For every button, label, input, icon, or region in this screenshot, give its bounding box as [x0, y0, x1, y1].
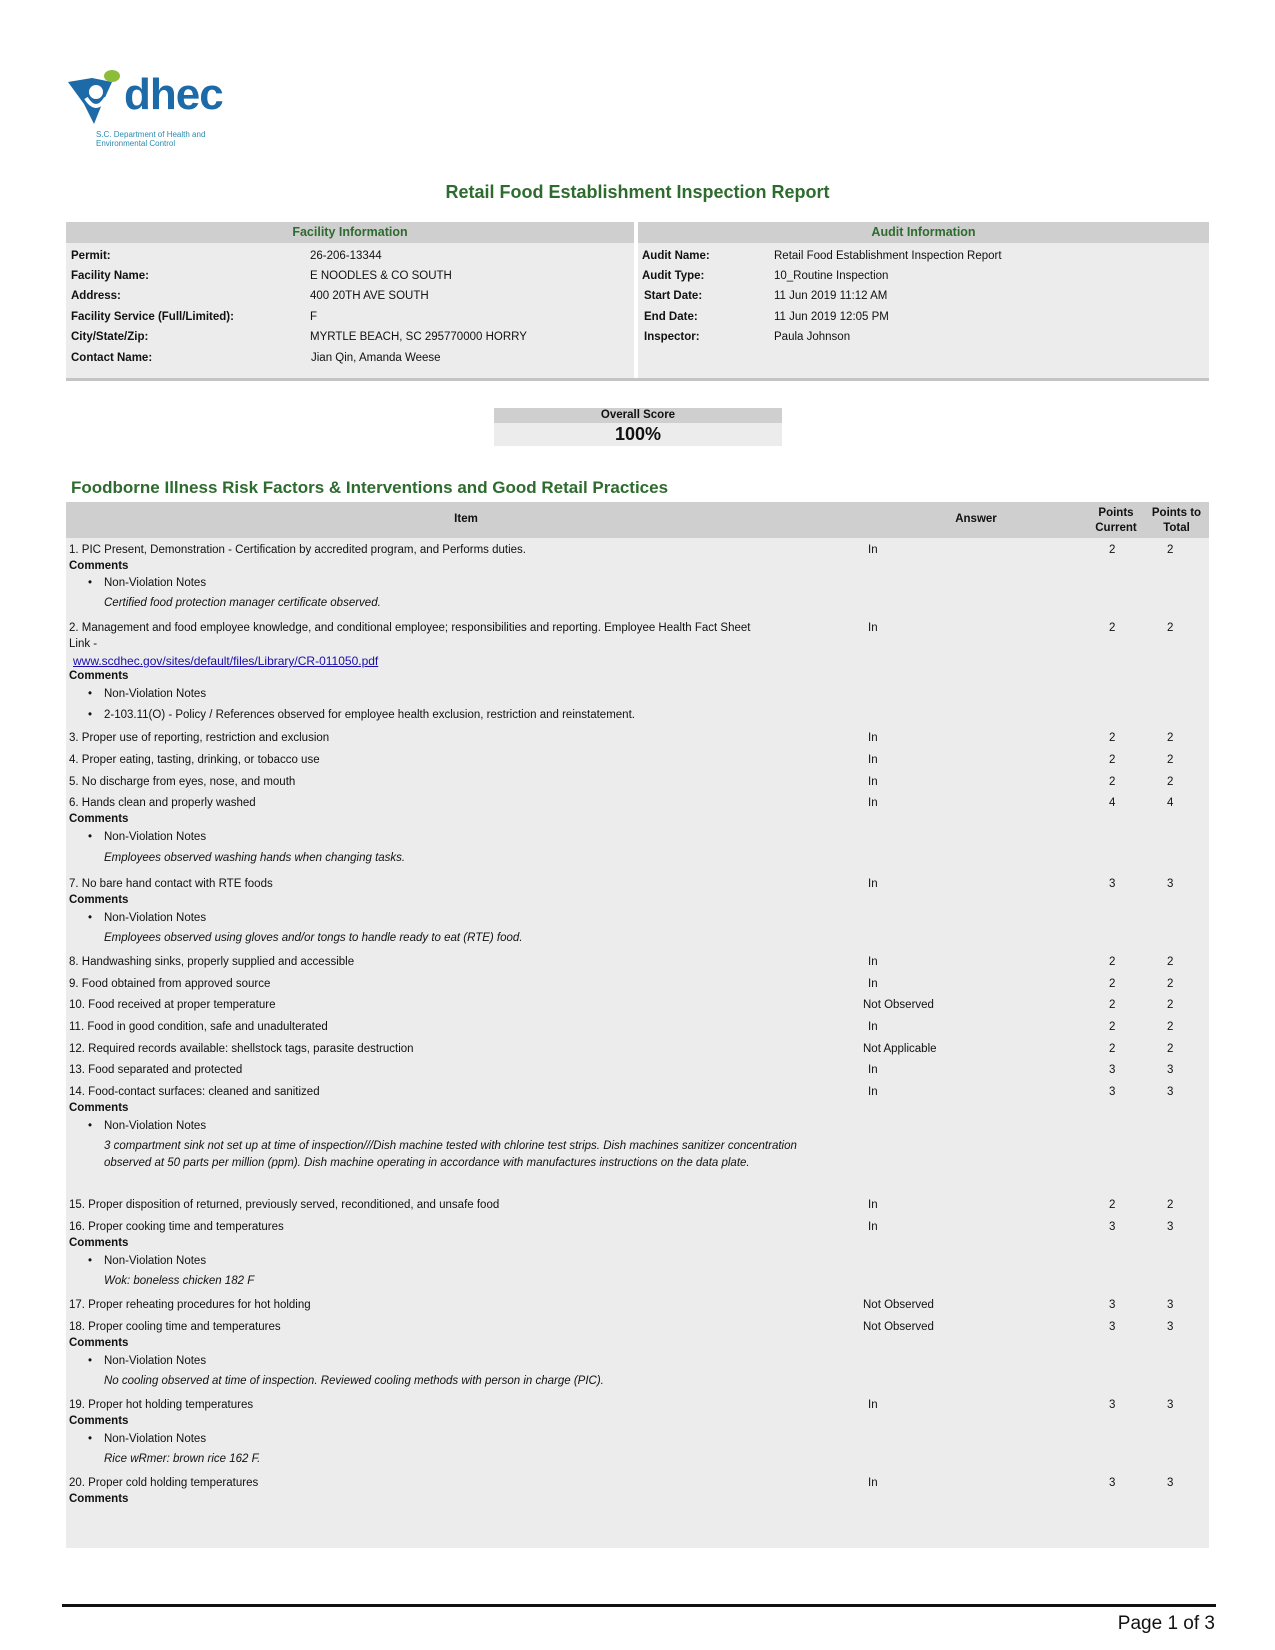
inspection-table — [66, 502, 1209, 1548]
col-answer: Answer — [955, 513, 997, 525]
item-points-current: 2 — [1109, 999, 1116, 1011]
item-text: 7. No bare hand contact with RTE foods — [69, 878, 273, 890]
audit-value: 11 Jun 2019 11:12 AM — [774, 290, 888, 302]
facility-value: 26-206-13344 — [310, 250, 382, 262]
item-points-total: 2 — [1167, 1021, 1174, 1033]
dhec-logo — [66, 68, 236, 158]
item-note: Employees observed washing hands when changing tasks. — [104, 852, 406, 864]
item-answer: In — [868, 1086, 878, 1098]
item-points-total: 3 — [1167, 1477, 1174, 1489]
bullet: • — [88, 688, 93, 700]
item-text: 15. Proper disposition of returned, previously served, reconditioned, and unsafe food — [69, 1199, 500, 1211]
item-points-total: 4 — [1167, 797, 1174, 809]
item-points-current: 2 — [1109, 732, 1116, 744]
item-points-current: 3 — [1109, 1299, 1116, 1311]
item-answer: In — [868, 1477, 878, 1489]
item-note: Rice wRmer: brown rice 162 F. — [104, 1453, 261, 1465]
overall-score — [494, 408, 782, 446]
col-points-total: Points to — [1151, 507, 1202, 519]
item-note: Certified food protection manager certificate observed. — [104, 597, 381, 609]
audit-label: Start Date: — [644, 290, 703, 302]
item-answer: In — [868, 797, 878, 809]
item-points-current: 2 — [1109, 754, 1116, 766]
comments-label: Comments — [69, 1493, 129, 1505]
facility-value: F — [310, 311, 318, 323]
item-answer: In — [868, 776, 878, 788]
comments-label: Comments — [69, 670, 129, 682]
bullet: • — [88, 1433, 93, 1445]
item-answer: In — [868, 1064, 878, 1076]
facility-label: Address: — [71, 290, 121, 302]
bullet: • — [88, 577, 93, 589]
item-points-current: 2 — [1109, 776, 1116, 788]
bullet: • — [88, 1355, 93, 1367]
item-points-current: 2 — [1109, 1199, 1116, 1211]
item-text: 4. Proper eating, tasting, drinking, or tobacco use — [69, 754, 320, 766]
audit-value: Paula Johnson — [774, 331, 851, 343]
col-item: Item — [454, 513, 478, 525]
item-points-total: 2 — [1167, 544, 1174, 556]
audit-label: Audit Type: — [642, 270, 705, 282]
comments-label: Comments — [69, 894, 129, 906]
item-answer: Not Observed — [863, 999, 934, 1011]
item-points-total: 3 — [1167, 1299, 1174, 1311]
item-answer: In — [868, 1399, 878, 1411]
facility-value: Jian Qin, Amanda Weese — [311, 352, 441, 364]
item-answer: In — [868, 978, 878, 990]
item-text: 5. No discharge from eyes, nose, and mouth — [69, 776, 296, 788]
item-text: 9. Food obtained from approved source — [69, 978, 271, 990]
bullet: • — [88, 1255, 93, 1267]
item-points-current: 2 — [1109, 1043, 1116, 1055]
audit-value: 10_Routine Inspection — [774, 270, 889, 282]
bullet: • — [88, 831, 93, 843]
comments-label: Comments — [69, 1337, 129, 1349]
item-note: 3 compartment sink not set up at time of inspection///Dish machine tested with chlorine test strips. Dish machines sanitizer concentration observed at 50 parts per million (ppm). Dish machine operating in accordance with manufactures instructions on the data plate. — [104, 1140, 797, 1169]
item-text: 2. Management and food employee knowledge, and conditional employee; responsibilities and reporting. Employee Health Fact Sheet — [69, 622, 751, 634]
non-violation-notes-label: Non-Violation Notes — [104, 1433, 207, 1445]
facility-info-header: Facility Information — [66, 222, 634, 243]
audit-value: Retail Food Establishment Inspection Report — [774, 250, 1002, 262]
non-violation-notes-label: Non-Violation Notes — [104, 577, 207, 589]
bullet: • — [88, 912, 93, 924]
item-answer: Not Observed — [863, 1299, 934, 1311]
item-text: 3. Proper use of reporting, restriction and exclusion — [69, 732, 330, 744]
comments-label: Comments — [69, 1102, 129, 1114]
facility-label: Permit: — [71, 250, 111, 262]
item-text: 13. Food separated and protected — [69, 1064, 243, 1076]
audit-label: Audit Name: — [642, 250, 710, 262]
table-header — [66, 502, 1209, 538]
item-points-total: 3 — [1167, 1086, 1174, 1098]
item-points-total: 3 — [1167, 1321, 1174, 1333]
comments-label: Comments — [69, 1237, 129, 1249]
item-points-current: 3 — [1109, 878, 1116, 890]
item-points-current: 2 — [1109, 956, 1116, 968]
item-answer: Not Applicable — [863, 1043, 937, 1055]
item-answer: In — [868, 1199, 878, 1211]
comments-label: Comments — [69, 560, 129, 572]
bullet: • — [88, 1120, 93, 1132]
non-violation-notes-label: Non-Violation Notes — [104, 912, 207, 924]
non-violation-notes-label: Non-Violation Notes — [104, 688, 207, 700]
non-violation-notes-label: Non-Violation Notes — [104, 1120, 207, 1132]
item-points-current: 3 — [1109, 1321, 1116, 1333]
item-text: 12. Required records available: shellstock tags, parasite destruction — [69, 1043, 414, 1055]
item-points-current: 3 — [1109, 1064, 1116, 1076]
item-text: 14. Food-contact surfaces: cleaned and sanitized — [69, 1086, 320, 1098]
facility-label: Contact Name: — [71, 352, 153, 364]
item-points-current: 3 — [1109, 1399, 1116, 1411]
comments-label: Comments — [69, 1415, 129, 1427]
employee-health-fact-sheet-link[interactable]: www.scdhec.gov/sites/default/files/Library/CR-011050.pdf — [73, 654, 379, 668]
item-points-total: 3 — [1167, 878, 1174, 890]
item-points-current: 4 — [1109, 797, 1116, 809]
item-answer: In — [868, 754, 878, 766]
facility-label: City/State/Zip: — [71, 331, 149, 343]
item-points-total: 2 — [1167, 956, 1174, 968]
item-points-total: 2 — [1167, 999, 1174, 1011]
non-violation-notes-label: Non-Violation Notes — [104, 1355, 207, 1367]
non-violation-notes-label: Non-Violation Notes — [104, 1255, 207, 1267]
item-points-total: 3 — [1167, 1221, 1174, 1233]
item-text: 18. Proper cooling time and temperatures — [69, 1321, 281, 1333]
item-answer: In — [868, 1021, 878, 1033]
facility-value: 400 20TH AVE SOUTH — [310, 290, 429, 302]
item-text: 1. PIC Present, Demonstration - Certification by accredited program, and Performs duties. — [69, 544, 527, 556]
item-answer: In — [868, 622, 878, 634]
item-points-current: 2 — [1109, 1021, 1116, 1033]
col-points-current: Current — [1095, 522, 1137, 534]
item-text: 11. Food in good condition, safe and unadulterated — [69, 1021, 328, 1033]
item-points-total: 2 — [1167, 732, 1174, 744]
item-points-total: 2 — [1167, 754, 1174, 766]
non-violation-notes-label: Non-Violation Notes — [104, 831, 207, 843]
item-answer: In — [868, 878, 878, 890]
item-points-current: 3 — [1109, 1086, 1116, 1098]
audit-info-header: Audit Information — [638, 222, 1209, 243]
item-points-total: 3 — [1167, 1399, 1174, 1411]
item-note: Employees observed using gloves and/or tongs to handle ready to eat (RTE) food. — [104, 932, 523, 944]
item-points-total: 2 — [1167, 1043, 1174, 1055]
footer-divider — [62, 1604, 1216, 1607]
item-points-total: 3 — [1167, 1064, 1174, 1076]
item-answer: Not Observed — [863, 1321, 934, 1333]
item-points-current: 3 — [1109, 1477, 1116, 1489]
item-answer: In — [868, 956, 878, 968]
item-text: 8. Handwashing sinks, properly supplied and accessible — [69, 956, 355, 968]
item-text: 6. Hands clean and properly washed — [69, 797, 256, 809]
comments-label: Comments — [69, 813, 129, 825]
section-title: Foodborne Illness Risk Factors & Interventions and Good Retail Practices — [71, 478, 669, 497]
audit-value: 11 Jun 2019 12:05 PM — [774, 311, 889, 323]
item-answer: In — [868, 732, 878, 744]
item-points-current: 2 — [1109, 622, 1116, 634]
item-note: No cooling observed at time of inspection. Reviewed cooling methods with person in charge (PIC). — [104, 1375, 604, 1387]
item-text: 10. Food received at proper temperature — [69, 999, 276, 1011]
item-answer: In — [868, 1221, 878, 1233]
item-text: 19. Proper hot holding temperatures — [69, 1399, 254, 1411]
item-points-total: 2 — [1167, 978, 1174, 990]
dhec-emblem-icon — [66, 68, 128, 132]
facility-value: E NOODLES & CO SOUTH — [310, 270, 452, 282]
item-text: 17. Proper reheating procedures for hot holding — [69, 1299, 311, 1311]
overall-score-value: 100% — [614, 424, 662, 444]
item-points-current: 2 — [1109, 544, 1116, 556]
facility-value: MYRTLE BEACH, SC 295770000 HORRY — [310, 331, 527, 343]
col-points-total: Total — [1163, 522, 1190, 534]
report-title: Retail Food Establishment Inspection Report — [445, 182, 830, 202]
facility-label: Facility Service (Full/Limited): — [71, 311, 234, 323]
audit-label: End Date: — [644, 311, 698, 323]
item-points-total: 2 — [1167, 622, 1174, 634]
logo-text: dhec — [124, 70, 223, 119]
page-number: Page 1 of 3 — [1117, 1613, 1215, 1634]
facility-label: Facility Name: — [71, 270, 149, 282]
item-note: Wok: boneless chicken 182 F — [104, 1275, 255, 1287]
logo-subtitle: S.C. Department of Health and Environmental Control — [96, 130, 206, 148]
item-text-cont: Link - — [69, 638, 98, 650]
item-points-current: 3 — [1109, 1221, 1116, 1233]
item-text: 16. Proper cooking time and temperatures — [69, 1221, 284, 1233]
item-note: 2-103.11(O) - Policy / References observed for employee health exclusion, restriction and reinstatement. — [104, 709, 635, 721]
item-text: 20. Proper cold holding temperatures — [69, 1477, 259, 1489]
item-answer: In — [868, 544, 878, 556]
audit-label: Inspector: — [644, 331, 700, 343]
col-points-current: Points — [1098, 507, 1134, 519]
bullet: • — [88, 709, 93, 721]
item-points-total: 2 — [1167, 1199, 1174, 1211]
overall-score-label: Overall Score — [494, 408, 782, 423]
item-points-total: 2 — [1167, 776, 1174, 788]
item-points-current: 2 — [1109, 978, 1116, 990]
info-panel — [66, 222, 1209, 381]
